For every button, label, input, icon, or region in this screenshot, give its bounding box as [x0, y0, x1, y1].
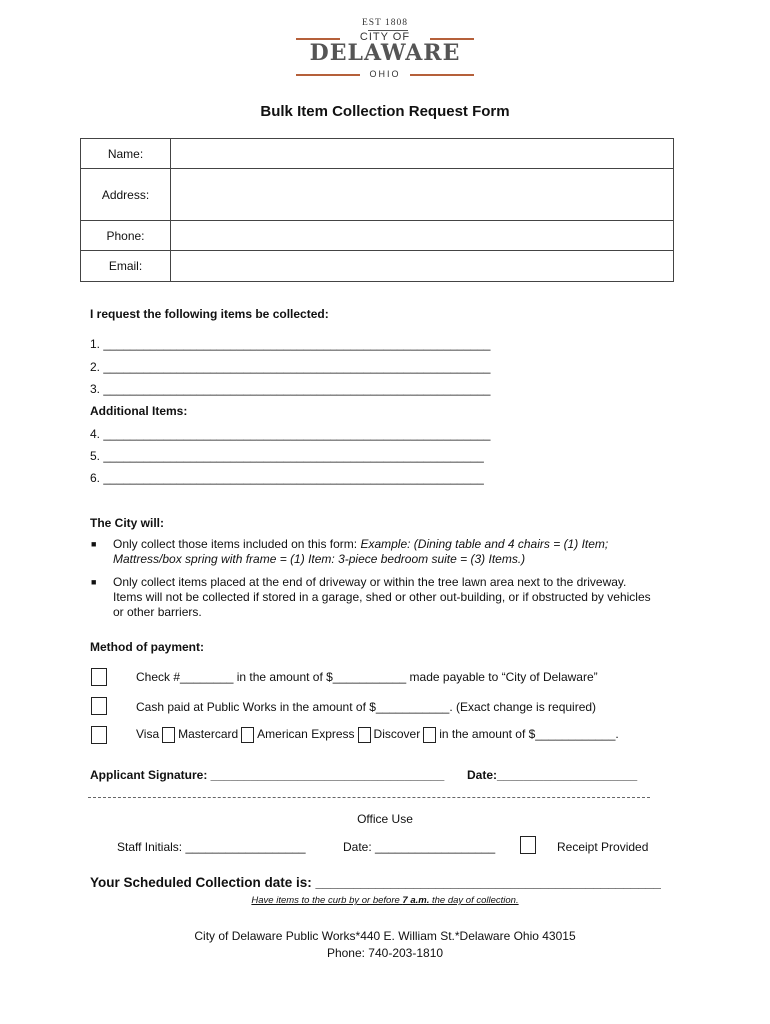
name-row	[81, 139, 674, 169]
mastercard-checkbox[interactable]	[241, 727, 254, 743]
bullet-2-line-3: or other barriers.	[113, 605, 202, 619]
item-line-3[interactable]: 3. __________________________________________________________	[90, 382, 491, 396]
applicant-signature-line[interactable]: Applicant Signature: ___________________________________	[90, 768, 445, 782]
scheduled-date-line[interactable]: Your Scheduled Collection date is: ______________________________________________	[90, 875, 661, 890]
card-checkbox[interactable]	[91, 726, 107, 744]
curb-note	[0, 895, 770, 906]
item-line-5[interactable]: 5. _________________________________________________________	[90, 449, 484, 463]
visa-label: Visa	[136, 727, 160, 742]
amex-label: American Express	[257, 727, 355, 742]
curb-note-time: 7 a.m.	[402, 895, 430, 906]
request-heading: I request the following items be collected:	[90, 307, 329, 321]
office-use-divider	[88, 797, 650, 798]
bullet-icon: ■	[91, 539, 97, 549]
receipt-checkbox[interactable]	[520, 836, 536, 854]
cash-option-label: Cash paid at Public Works in the amount of $___________. (Exact change is required)	[136, 700, 597, 714]
footer-address: City of Delaware Public Works*440 E. William St.*Delaware Ohio 43015	[194, 929, 576, 943]
logo-city-of: CITY OF	[359, 31, 411, 43]
discover-checkbox[interactable]	[423, 727, 436, 743]
bullet-item	[91, 537, 713, 567]
bullet-2-line-2: Items will not be collected if stored in a garage, shed or other out-building, or if obstructed by vehicles	[113, 590, 651, 604]
office-use-heading: Office Use	[357, 812, 413, 826]
address-row	[81, 169, 674, 221]
item-line-1[interactable]: 1. __________________________________________________________	[90, 337, 491, 351]
phone-row	[81, 221, 674, 251]
check-checkbox[interactable]	[91, 668, 107, 686]
amex-checkbox[interactable]	[358, 727, 371, 743]
footer-phone: Phone: 740-203-1810	[326, 946, 444, 960]
contact-info-table	[80, 138, 674, 282]
form-title: Bulk Item Collection Request Form	[260, 103, 510, 120]
logo-ohio: OHIO	[369, 69, 401, 79]
address-label: Address:	[81, 169, 171, 221]
staff-initials-line[interactable]: Staff Initials: __________________	[117, 840, 306, 854]
bullet-2-line-1: Only collect items placed at the end of driveway or within the tree lawn area next to the driveway.	[113, 575, 627, 589]
curb-note-suffix: the day of collection.	[429, 895, 519, 906]
cash-checkbox[interactable]	[91, 697, 107, 715]
card-amount-label: in the amount of $____________.	[439, 727, 619, 742]
payment-heading: Method of payment:	[90, 640, 204, 654]
visa-checkbox[interactable]	[162, 727, 175, 743]
additional-items-heading: Additional Items:	[90, 404, 188, 418]
email-row	[81, 251, 674, 282]
bullet-1-example: Example: (Dining table and 4 chairs = (1) Item;	[360, 537, 609, 551]
discover-label: Discover	[373, 727, 421, 742]
email-field[interactable]	[171, 251, 674, 282]
item-line-2[interactable]: 2. __________________________________________________________	[90, 360, 491, 374]
item-line-4[interactable]: 4. __________________________________________________________	[90, 427, 491, 441]
item-line-6[interactable]: 6. _________________________________________________________	[90, 471, 484, 485]
phone-label: Phone:	[81, 221, 171, 251]
logo-est-text: EST 1808	[361, 18, 409, 28]
office-date-line[interactable]: Date: __________________	[343, 840, 496, 854]
address-field[interactable]	[171, 169, 674, 221]
name-label: Name:	[81, 139, 171, 169]
mastercard-label: Mastercard	[178, 727, 239, 742]
check-option-label: Check #________ in the amount of $___________ made payable to “City of Delaware”	[136, 670, 598, 684]
receipt-provided-label: Receipt Provided	[557, 840, 649, 854]
logo-delaware: DELAWARE	[309, 40, 461, 66]
name-field[interactable]	[171, 139, 674, 169]
signature-date-line[interactable]: Date:_____________________	[467, 768, 638, 782]
bullet-1-lead: Only collect those items included on this form:	[113, 537, 361, 551]
bullet-icon: ■	[91, 577, 97, 587]
city-logo	[290, 18, 480, 86]
email-label: Email:	[81, 251, 171, 282]
card-options-row	[136, 727, 619, 743]
bullet-item	[91, 575, 713, 620]
bullet-1-example-cont: Mattress/box spring with frame = (1) Item: 3-piece bedroom suite = (3) Items.)	[113, 552, 526, 566]
curb-note-prefix: Have items to the curb by or before	[251, 895, 403, 906]
city-will-heading: The City will:	[90, 516, 165, 530]
phone-field[interactable]	[171, 221, 674, 251]
